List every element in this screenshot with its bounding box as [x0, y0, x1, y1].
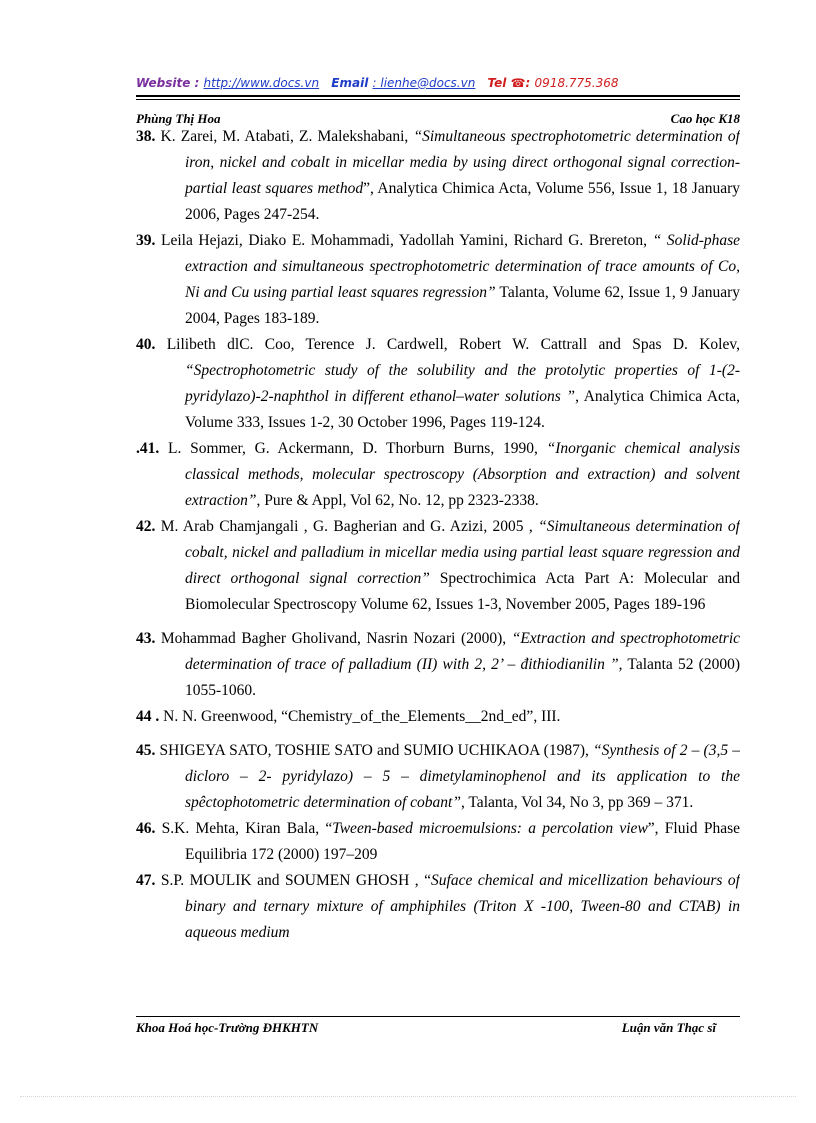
- email-link[interactable]: : lienhe@docs.vn: [372, 76, 476, 90]
- reference-authors: Lilibeth dlC. Coo, Terence J. Cardwell, Robert W. Cattrall and Spas D. Kolev,: [166, 336, 740, 353]
- reference-title: “Synthesis of 2 – (3,5 – dicloro – 2- pyridylazo) – 5 – dimetylaminophenol and its application to the spêctophotometric determination of cobant”: [185, 742, 740, 811]
- reference-source: Talanta, Volume 62, Issue 1, 9 January 2004, Pages 183-189.: [185, 284, 740, 327]
- footer-thesis: Luận văn Thạc sĩ: [621, 1020, 716, 1035]
- reference-item: [136, 514, 740, 618]
- reference-authors: K. Zarei, M. Atabati, Z. Malekshabani,: [160, 128, 414, 145]
- reference-number: 44 .: [136, 708, 160, 725]
- reference-source: , Analytica Chimica Acta, Volume 333, Issues 1-2, 30 October 1996, Pages 119-124.: [185, 388, 740, 431]
- reference-item: [136, 128, 740, 228]
- reference-number: 43.: [136, 630, 156, 647]
- reference-item: [136, 436, 740, 514]
- reference-authors: Leila Hejazi, Diako E. Mohammadi, Yadollah Yamini, Richard G. Brereton,: [160, 232, 653, 249]
- phone-number: 0918.775.368: [534, 76, 619, 90]
- reference-authors: SHIGEYA SATO, TOSHIE SATO and SUMIO UCHIKAOA (1987),: [155, 742, 594, 759]
- reference-number: 47.: [136, 872, 156, 889]
- reference-list: [136, 128, 740, 996]
- website-link[interactable]: http://www.docs.vn: [203, 76, 320, 90]
- website-banner: [136, 76, 619, 90]
- reference-number: .41.: [136, 440, 160, 457]
- reference-item: [136, 816, 740, 868]
- reference-item: [136, 704, 740, 730]
- reference-title: “Spectrophotometric study of the solubility and the protolytic properties of 1-(2-pyridylazo)-2-naphthol in different ethanol–water solutions ”: [185, 362, 740, 405]
- reference-source: , Pure & Appl, Vol 62, No. 12, pp 2323-2338.: [256, 492, 539, 509]
- reference-number: 46.: [136, 820, 156, 837]
- reference-title: “ Solid-phase extraction and simultaneous spectrophotometric determination of trace amounts of Co, Ni and Cu using partial least squares regression”: [185, 232, 740, 301]
- reference-source: , Talanta, Vol 34, No 3, pp 369 – 371.: [460, 794, 694, 811]
- header-course: Cao học K18: [670, 111, 740, 126]
- reference-item: [136, 738, 740, 816]
- reference-number: 39.: [136, 232, 156, 249]
- reference-authors: N. N. Greenwood, “Chemistry_of_the_Elements__2nd_ed”, III.: [159, 708, 561, 725]
- reference-authors: S.K. Mehta, Kiran Bala, “: [155, 820, 333, 837]
- reference-title: Tween-based microemulsions: a percolation view: [332, 820, 648, 837]
- footer-faculty: Khoa Hoá học-Trường ĐHKHTN: [136, 1020, 319, 1035]
- reference-title: “Extraction and spectrophotometric determination of trace of palladium (II) with 2, 2’ – đithiodianilin ”: [185, 630, 740, 673]
- reference-number: 42.: [136, 518, 156, 535]
- reference-authors: L. Sommer, G. Ackermann, D. Thorburn Burns, 1990,: [159, 440, 547, 457]
- reference-authors: S.P. MOULIK and SOUMEN GHOSH , “: [155, 872, 432, 889]
- phone-label: Tel ☎:: [487, 76, 531, 90]
- reference-title: “Simultaneous determination of cobalt, nickel and palladium in micellar media using partial least square regression and direct orthogonal signal correction”: [185, 518, 740, 587]
- banner-rule-thin: [136, 99, 740, 100]
- email-label: Email: [331, 76, 369, 90]
- reference-number: 40.: [136, 336, 156, 353]
- reference-authors: M. Arab Chamjangali , G. Bagherian and G. Azizi, 2005 ,: [155, 518, 539, 535]
- reference-source: ”, Fluid Phase Equilibria 172 (2000) 197–209: [185, 820, 740, 863]
- page-boundary: [20, 1096, 796, 1097]
- reference-title: Suface chemical and micellization behaviours of binary and ternary mixture of amphiphiles (Triton X -100, Tween-80 and CTAB) in aqueous medium: [185, 872, 740, 941]
- reference-item: [136, 626, 740, 704]
- footer-rule: [136, 1016, 740, 1017]
- reference-number: 45.: [136, 742, 156, 759]
- reference-source: ”, Analytica Chimica Acta, Volume 556, Issue 1, 18 January 2006, Pages 247-254.: [185, 180, 740, 223]
- reference-number: 38.: [136, 128, 156, 145]
- reference-source: , Talanta 52 (2000) 1055-1060.: [185, 656, 740, 699]
- reference-source: Spectrochimica Acta Part A: Molecular and Biomolecular Spectroscopy Volume 62, Issues 1-3, November 2005, Pages 189-196: [185, 570, 740, 613]
- header-author: Phùng Thị Hoa: [136, 111, 221, 126]
- website-label: Website :: [136, 76, 200, 90]
- reference-item: [136, 868, 740, 946]
- banner-rule-thick: [136, 95, 740, 97]
- reference-item: [136, 332, 740, 436]
- reference-title: “Simultaneous spectrophotometric determination of iron, nickel and cobalt in micellar media by using direct orthogonal signal correction-partial least squares method: [185, 128, 740, 197]
- reference-item: [136, 228, 740, 332]
- reference-authors: Mohammad Bagher Gholivand, Nasrin Nozari (2000),: [155, 630, 512, 647]
- reference-title: “Inorganic chemical analysis classical methods, molecular spectroscopy (Absorption and extraction) and solvent extraction”: [185, 440, 740, 509]
